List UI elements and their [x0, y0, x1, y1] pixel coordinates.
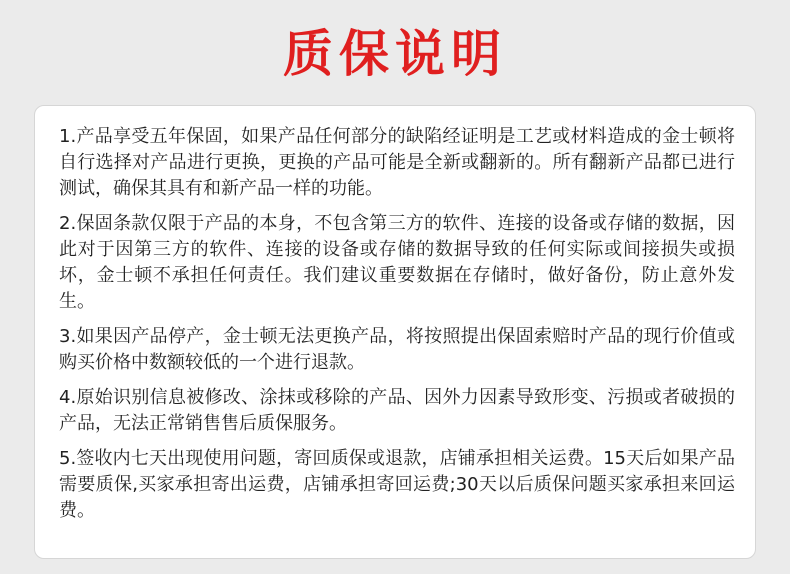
warranty-clause-5: 5.签收内七天出现使用问题，寄回质保或退款，店铺承担相关运费。15天后如果产品需要质保,买家承担寄出运费，店铺承担寄回运费;30天以后质保问题买家承担来回运费。: [59, 448, 735, 521]
warranty-clause-2: 2.保固条款仅限于产品的本身，不包含第三方的软件、连接的设备或存储的数据，因此对于因第三方的软件、连接的设备或存储的数据导致的任何实际或间接损失或损坏，金士顿不承担任何责任。我们建议重要数据在存储时，做好备份，防止意外发生。: [59, 213, 735, 312]
page-title: 质保说明: [283, 25, 507, 83]
warranty-card: [34, 105, 756, 559]
warranty-clause-3: 3.如果因产品停产，金士顿无法更换产品，将按照提出保固索赔时产品的现行价值或购买价格中数额较低的一个进行退款。: [59, 326, 735, 373]
warranty-clause-1: 1.产品享受五年保固，如果产品任何部分的缺陷经证明是工艺或材料造成的金士顿将自行选择对产品进行更换，更换的产品可能是全新或翻新的。所有翻新产品都已进行测试，确保其具有和新产品一样的功能。: [59, 126, 735, 199]
warranty-clause-4: 4.原始识别信息被修改、涂抹或移除的产品、因外力因素导致形变、污损或者破损的产品，无法正常销售售后质保服务。: [59, 387, 735, 434]
